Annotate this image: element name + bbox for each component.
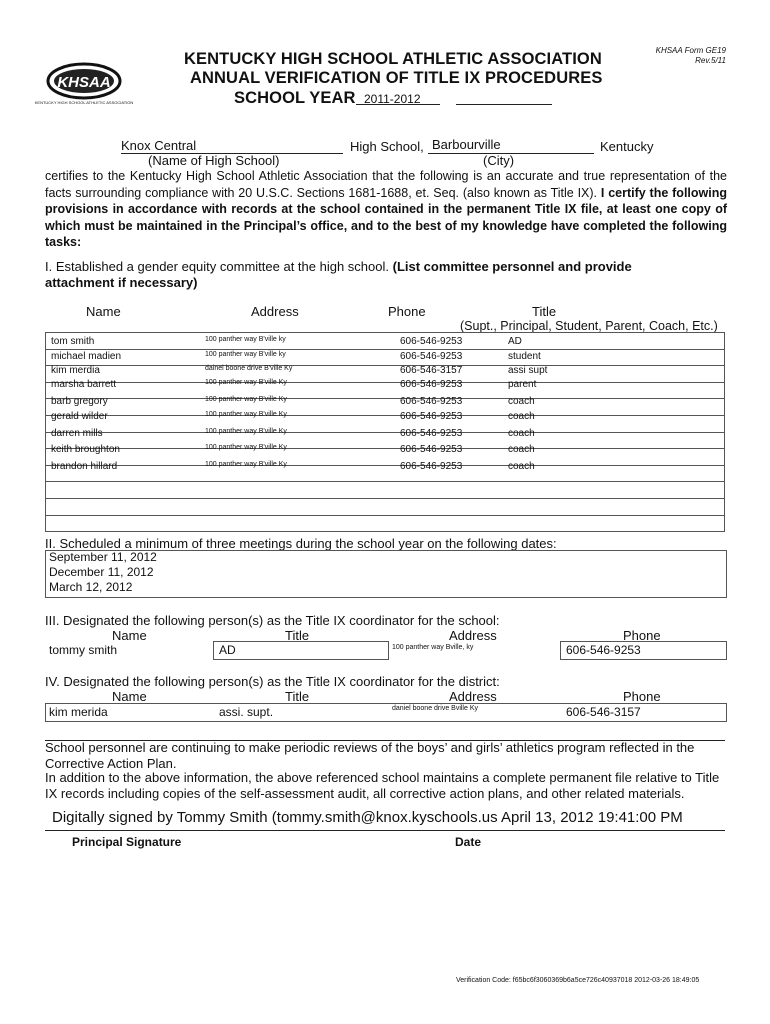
s3-address-label: Address [449, 628, 497, 643]
member-title[interactable]: coach [508, 461, 535, 472]
member-address[interactable]: 100 panther way B'ville ky [205, 351, 286, 358]
signature-rule [45, 830, 725, 831]
member-name[interactable]: gerald wilder [51, 411, 108, 422]
member-title[interactable]: coach [508, 444, 535, 455]
member-address[interactable]: 100 panther way B'ville Ky [205, 444, 287, 451]
section1-heading-bold: (List committee personnel and provide attachment if necessary) [45, 259, 632, 290]
member-title[interactable]: assi supt [508, 365, 548, 376]
s4-phone-label: Phone [623, 689, 661, 704]
s4-name-value[interactable]: kim merida [49, 705, 108, 719]
digital-signature[interactable]: Digitally signed by Tommy Smith (tommy.smith@knox.kyschools.us [52, 809, 498, 826]
member-name[interactable]: barb gregory [51, 396, 108, 407]
city-caption: (City) [483, 153, 515, 168]
meeting-date[interactable]: September 11, 2012 [49, 550, 157, 564]
s3-phone-label: Phone [623, 628, 661, 643]
date-label: Date [455, 835, 482, 849]
section1-heading: I. Established a gender equity committee at the high school. (List committee personnel and provide attachment if necessary) [45, 259, 632, 290]
s3-address-value[interactable]: 100 panther way Bville, ky [392, 644, 474, 651]
section4-heading: IV. Designated the following person(s) as the Title IX coordinator for the district: [45, 674, 500, 689]
s4-address-label: Address [449, 689, 497, 704]
member-phone[interactable]: 606-546-3157 [400, 365, 463, 376]
member-phone[interactable]: 606-546-9253 [400, 336, 463, 347]
member-name[interactable]: brandon hillard [51, 461, 118, 472]
table-row [46, 333, 725, 350]
table-row [46, 382, 725, 399]
meeting-date[interactable]: December 11, 2012 [49, 565, 154, 579]
table-row [46, 498, 725, 515]
s4-title-label: Title [285, 689, 310, 704]
certification-text: certifies to the Kentucky High School Athletic Association that the following is an accurate and true representation of the facts surrounding compliance with 20 U.S.C. Sections 1681-1688, et. Seq. (also known as Title IX). [45, 169, 727, 200]
col-title-subheader: (Supt., Principal, Student, Parent, Coach, Etc.) [460, 319, 718, 333]
member-phone[interactable]: 606-546-9253 [400, 428, 463, 439]
s3-title-label: Title [285, 628, 310, 643]
col-name-header: Name [86, 304, 121, 319]
table-row [46, 399, 725, 416]
closing-paragraph-2: In addition to the above information, the above referenced school maintains a complete permanent file relative to Title IX records including copies of the self-assessment audit, all corrective action plans, and other related materials. [45, 770, 720, 801]
school-name-caption: (Name of High School) [148, 153, 280, 168]
city-value: Barbourville [432, 137, 501, 152]
member-name[interactable]: michael madien [51, 351, 122, 362]
member-title[interactable]: parent [508, 379, 537, 390]
member-name[interactable]: kim merdia [51, 365, 100, 376]
member-phone[interactable]: 606-546-9253 [400, 461, 463, 472]
member-address[interactable]: 100 panther way B'ville Ky [205, 379, 287, 386]
school-year-extra-line [456, 104, 552, 105]
col-phone-header: Phone [388, 304, 426, 319]
school-name-field[interactable] [121, 138, 343, 154]
principal-signature-label: Principal Signature [72, 835, 182, 849]
s4-title-value[interactable]: assi. supt. [219, 705, 274, 719]
member-title[interactable]: coach [508, 428, 535, 439]
table-row [46, 449, 725, 466]
member-phone[interactable]: 606-546-9253 [400, 379, 463, 390]
section3-heading: III. Designated the following person(s) as the Title IX coordinator for the school: [45, 613, 500, 628]
table-row [46, 415, 725, 432]
meeting-date[interactable]: March 12, 2012 [49, 580, 133, 594]
col-address-header: Address [251, 304, 299, 319]
member-address[interactable]: 100 panther way B'ville Ky [205, 396, 287, 403]
member-name[interactable]: keith broughton [51, 444, 120, 455]
member-name[interactable]: darren mills [51, 428, 103, 439]
s4-address-value[interactable]: daniel boone drive Bville Ky [392, 705, 478, 712]
closing-paragraph-1: School personnel are continuing to make periodic reviews of the boys’ and girls’ athletics program reflected in the Corrective Action Plan. [45, 740, 695, 771]
member-title[interactable]: coach [508, 396, 535, 407]
member-address[interactable]: dainel boone drive B'ville Ky [205, 365, 293, 372]
member-phone[interactable]: 606-546-9253 [400, 396, 463, 407]
member-address[interactable]: 100 panther way B'ville Ky [205, 428, 287, 435]
committee-table [45, 332, 725, 532]
s3-name-label: Name [112, 628, 147, 643]
certification-paragraph [45, 168, 727, 251]
s3-title-value[interactable]: AD [219, 643, 236, 657]
member-phone[interactable]: 606-546-9253 [400, 444, 463, 455]
member-name[interactable]: marsha barrett [51, 379, 117, 390]
school-year-label: SCHOOL YEAR [234, 89, 356, 107]
member-title[interactable]: coach [508, 411, 535, 422]
member-phone[interactable]: 606-546-9253 [400, 351, 463, 362]
form-title: ANNUAL VERIFICATION OF TITLE IX PROCEDURES [190, 69, 603, 87]
member-title[interactable]: student [508, 351, 541, 362]
member-address[interactable]: 100 panther way B'ville Ky [205, 411, 287, 418]
verification-code: Verification Code: f65bc6f3060369b6a5ce726c40937018 2012-03-26 18:49:05 [456, 977, 700, 984]
table-row [46, 432, 725, 449]
table-row [46, 465, 725, 482]
col-title-header: Title [532, 304, 557, 319]
org-title: KENTUCKY HIGH SCHOOL ATHLETIC ASSOCIATION [184, 50, 602, 68]
s3-name-value[interactable]: tommy smith [49, 643, 118, 657]
high-school-label: High School, [350, 139, 424, 154]
form-revision: Rev.5/11 [695, 56, 726, 65]
member-address[interactable]: 100 panther way B'ville Ky [205, 461, 287, 468]
logo-text: KHSAA [57, 74, 111, 91]
city-field[interactable] [432, 137, 592, 153]
member-name[interactable]: tom smith [51, 336, 95, 347]
form-code: KHSAA Form GE19 [655, 46, 726, 55]
s4-phone-value[interactable]: 606-546-3157 [566, 705, 641, 719]
table-row [46, 482, 725, 499]
section2-heading: II. Scheduled a minimum of three meetings during the school year on the following dates: [45, 536, 557, 551]
table-row [46, 349, 725, 366]
school-name-value: Knox Central [121, 138, 197, 153]
s3-phone-value[interactable]: 606-546-9253 [566, 643, 641, 657]
khsaa-logo [34, 62, 134, 106]
member-phone[interactable]: 606-546-9253 [400, 411, 463, 422]
table-row [46, 515, 725, 532]
signature-date[interactable]: April 13, 2012 19:41:00 PM [501, 809, 683, 826]
table-row [46, 366, 725, 383]
certification-bold-text: I certify the following provisions in accordance with records at the school contained in the permanent Title IX file, at least one copy of which must be maintained in the Principal’s office, and to the best of my knowledge have completed the following tasks: [45, 185, 727, 249]
school-year-value[interactable]: 2011-2012 [364, 92, 421, 106]
s3-title-box [213, 641, 389, 660]
s4-name-label: Name [112, 689, 147, 704]
member-title[interactable]: AD [508, 336, 522, 347]
state-label: Kentucky [600, 139, 654, 154]
logo-ribbon-text: KENTUCKY HIGH SCHOOL ATHLETIC ASSOCIATION [34, 100, 134, 105]
member-address[interactable]: 100 panther way B'ville ky [205, 336, 286, 343]
school-year-underline [356, 104, 440, 105]
